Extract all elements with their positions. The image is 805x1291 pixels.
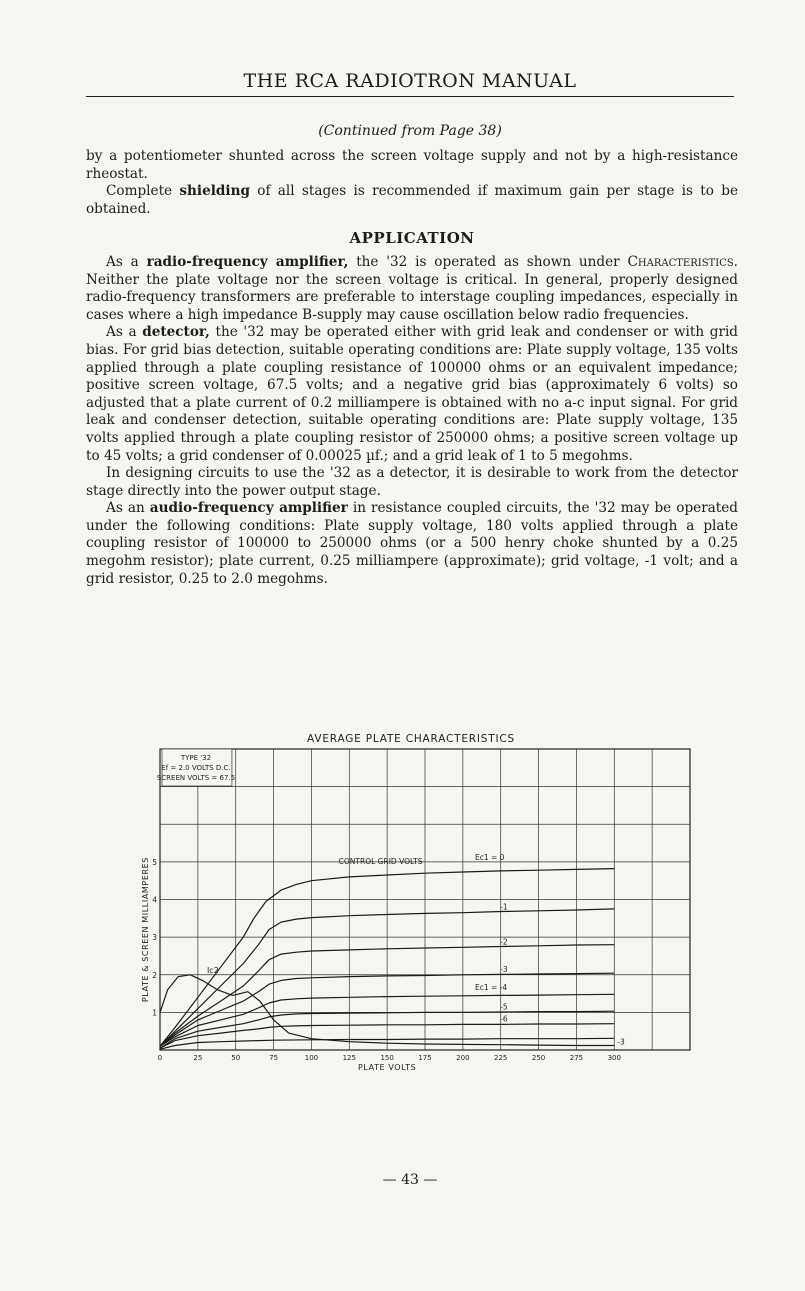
text-run: in resistance coupled circuits, the '32 may be operated under the following conditions: Plate supply voltage, 180 volts applied through a plate coupling resistor of 100000 to 250000 ohms (or a 500 henry choke shunted by a 0.25 megohm resistor); plate current, 0.25 milliampere (approximate); grid voltage, -1 volt; and a grid resistor, 0.25 to 2.0 megohms. — [86, 500, 739, 587]
bold-term: shielding — [179, 183, 250, 200]
series-label: -5 — [500, 1002, 508, 1012]
x-tick-label: 275 — [569, 1054, 584, 1062]
info-box-filament: Ef = 2.0 VOLTS D.C. — [161, 764, 231, 772]
x-tick-label: 250 — [531, 1054, 546, 1062]
x-tick-label: 300 — [607, 1054, 621, 1062]
section-heading: APPLICATION — [349, 229, 475, 248]
x-tick-label: 175 — [418, 1054, 432, 1062]
text-run: As an — [106, 500, 150, 517]
info-box-screen: SCREEN VOLTS = 67.5 — [156, 774, 236, 782]
y-tick-label: 4 — [152, 895, 157, 905]
series-label: -2 — [500, 937, 508, 947]
paragraph-2 — [86, 183, 738, 218]
series-label: -3 — [500, 964, 508, 974]
text-run: the '32 is operated as shown under — [348, 253, 628, 270]
y-tick-label: 3 — [152, 933, 157, 943]
chart-ticks — [152, 858, 621, 1062]
text-run: Neither the plate voltage nor the screen voltage is critical. In general, properly designed radio-frequency transformers are preferable to interstage coupling impedances, especially in cases where a high impedance B-supply may cause oscillation below radio frequencies. — [86, 271, 738, 323]
series-label: -1 — [500, 902, 508, 912]
series-label: -3 — [617, 1037, 625, 1047]
x-tick-label: 125 — [342, 1054, 356, 1062]
ic2-label: Ic2 — [206, 965, 219, 975]
page-number: — 43 — — [382, 1172, 438, 1188]
y-axis-label: PLATE & SCREEN MILLIAMPERES — [141, 857, 150, 1003]
bold-term: detector, — [142, 324, 210, 341]
x-tick-label: 225 — [494, 1054, 508, 1062]
ec1-zero-label: Ec1 = 0 — [474, 852, 505, 862]
bold-term: audio-frequency amplifier — [149, 500, 348, 517]
text-run: the '32 may be operated either with grid leak and condenser or with grid bias. For grid bias detection, suitable operating conditions are: Plate supply voltage, 135 volts applied through a plate coupling resistance of 100000 ohms or an equivalent impedance; positive screen voltage, 67.5 volts; and a negative grid bias (approximately 6 volts) so adjusted that a plate current of 0.2 milliampere is obtained with no a-c input signal. For grid leak and condenser detection, suitable operating conditions are: Plate supply voltage, 135 volts applied through a plate coupling resistor of 250000 ohms; a positive screen voltage up to 45 volts; a grid condenser of 0.00025 µf.; and a grid leak of 1 to 5 megohms. — [86, 324, 738, 464]
text-run: Complete — [106, 183, 180, 200]
running-title: THE RCA RADIOTRON MANUAL — [243, 70, 577, 92]
text-run: As a — [106, 324, 143, 341]
x-tick-label: 50 — [231, 1054, 241, 1062]
plate-characteristics-chart — [130, 722, 710, 1082]
x-tick-label: 200 — [456, 1054, 470, 1062]
control-grid-label: CONTROL GRID VOLTS — [338, 856, 423, 866]
header-rule — [86, 96, 734, 97]
small-caps-term: Characteristics. — [627, 253, 738, 270]
x-axis-label: PLATE VOLTS — [357, 1063, 417, 1072]
x-tick-label: 150 — [380, 1054, 394, 1062]
x-tick-label: 0 — [157, 1054, 163, 1062]
paragraph-3 — [86, 254, 738, 324]
ec1-minus-four-label: Ec1 = -4 — [474, 982, 508, 992]
body-text — [86, 148, 738, 588]
y-tick-label: 1 — [152, 1008, 157, 1018]
x-tick-label: 25 — [193, 1054, 203, 1062]
info-box-type: TYPE '32 — [180, 754, 212, 762]
paragraph-4 — [86, 324, 738, 465]
paragraph-5: In designing circuits to use the '32 as a detector, it is desirable to work from the detector stage directly into the power output stage. — [86, 465, 738, 499]
y-tick-label: 5 — [152, 857, 157, 867]
chart-svg — [130, 722, 710, 1082]
bold-term: radio-frequency amplifier, — [146, 253, 349, 270]
text-run: As a — [106, 253, 147, 270]
x-tick-label: 100 — [304, 1054, 319, 1062]
chart-grid — [160, 749, 690, 1050]
paragraph-6 — [86, 500, 738, 588]
continued-note: (Continued from Page 38) — [318, 123, 502, 139]
paragraph-1: by a potentiometer shunted across the screen voltage supply and not by a high-resistance rheostat. — [86, 148, 738, 182]
text-run: of all stages is recommended if maximum gain per stage is to be obtained. — [86, 183, 738, 217]
x-tick-label: 75 — [269, 1054, 279, 1062]
y-tick-label: 2 — [152, 970, 157, 980]
series-label: -6 — [500, 1014, 508, 1024]
chart-title: AVERAGE PLATE CHARACTERISTICS — [307, 733, 515, 745]
